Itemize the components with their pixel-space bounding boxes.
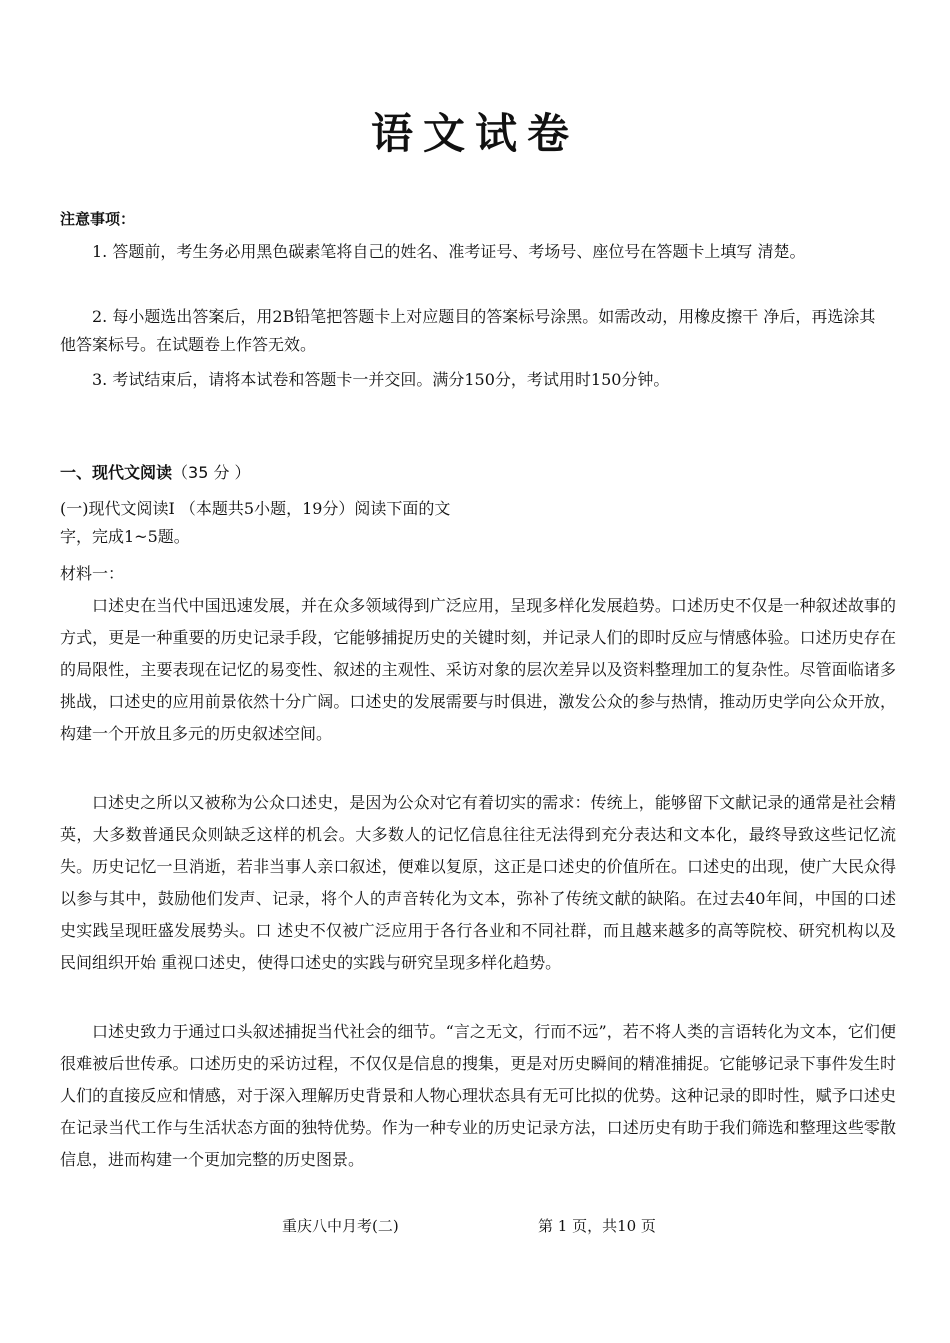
passage-paragraph-3: 口述史致力于通过口头叙述捕捉当代社会的细节。“言之无文，行而不远”，若不将人类的言语转化为文本，它们便很难被后世传承。口述历史的采访过程，不仅仅是信息的搜集，更是对历史瞬间的精准捕捉。它能够记录下事件发生时人们的直接反应和情感，对于深入理解历史背景和人物心理状态具有无可比拟的优势。这种记录的即时性，赋予口述史在记录当代工作与生活状态方面的独特优势。作为一种专业的历史记录方法，口述历史有助于我们筛选和整理这些零散信息，进而构建一个更加完整的历史图景。 <box>60 1022 896 1169</box>
footer-page-number: 第 1 页，共10 页 <box>538 1217 656 1235</box>
footer-exam-name: 重庆八中月考(二) <box>282 1217 399 1235</box>
notice-item-1: 1. 答题前，考生务必用黑色碳素笔将自己的姓名、准考证号、考场号、座位号在答题卡上填写 清楚。 <box>92 242 806 261</box>
section-score: （35 分 ） <box>172 463 251 482</box>
notice-item-3: 3. 考试结束后，请将本试卷和答题卡一并交回。满分150分，考试用时150分钟。 <box>92 370 670 389</box>
material-label: 材料一： <box>60 564 125 583</box>
passage-paragraph-1: 口述史在当代中国迅速发展，并在众多领域得到广泛应用，呈现多样化发展趋势。口述历史不仅是一种叙述故事的方式，更是一种重要的历史记录手段，它能够捕捉历史的关键时刻，并记录人们的即时反应与情感体验。口述历史存在的局限性，主要表现在记忆的易变性、叙述的主观性、采访对象的层次差异以及资料整理加工的复杂性。尽管面临诸多挑战，口述史的应用前景依然十分广阔。口述史的发展需要与时俱进，激发公众的参与热情，推动历史学向公众开放，构建一个开放且多元的历史叙述空间。 <box>60 596 896 743</box>
section-heading <box>60 460 251 483</box>
page-title: 语文试卷 <box>370 109 579 158</box>
passage-paragraph-2: 口述史之所以又被称为公众口述史，是因为公众对它有着切实的需求：传统上，能够留下文献记录的通常是社会精英，大多数普通民众则缺乏这样的机会。大多数人的记忆信息往往无法得到充分表达和文本化，最终导致这些记忆流失。历史记忆一旦消逝，若非当事人亲口叙述，便难以复原，这正是口述史的价值所在。口述史的出现，使广大民众得以参与其中，鼓励他们发声、记录，将个人的声音转化为文本，弥补了传统文献的缺陷。在过去40年间，中国的口述史实践呈现旺盛发展势头。口 述史不仅被广泛应用于各行各业和不同社群，而且越来越多的高等院校、研究机构以及民间组织开始 重视口述史，使得口述史的实践与研究呈现多样化趋势。 <box>60 793 896 972</box>
notice-item-2: 2. 每小题选出答案后，用2B铅笔把答题卡上对应题目的答案标号涂黑。如需改动，用橡皮擦干 净后，再选涂其他答案标号。在试题卷上作答无效。 <box>60 307 876 354</box>
notice-heading: 注意事项： <box>60 210 136 228</box>
sub-section-heading: (一)现代文阅读I （本题共5小题，19分）阅读下面的文字，完成1~5题。 <box>60 499 451 546</box>
section-title: 一、现代文阅读 <box>60 463 173 482</box>
